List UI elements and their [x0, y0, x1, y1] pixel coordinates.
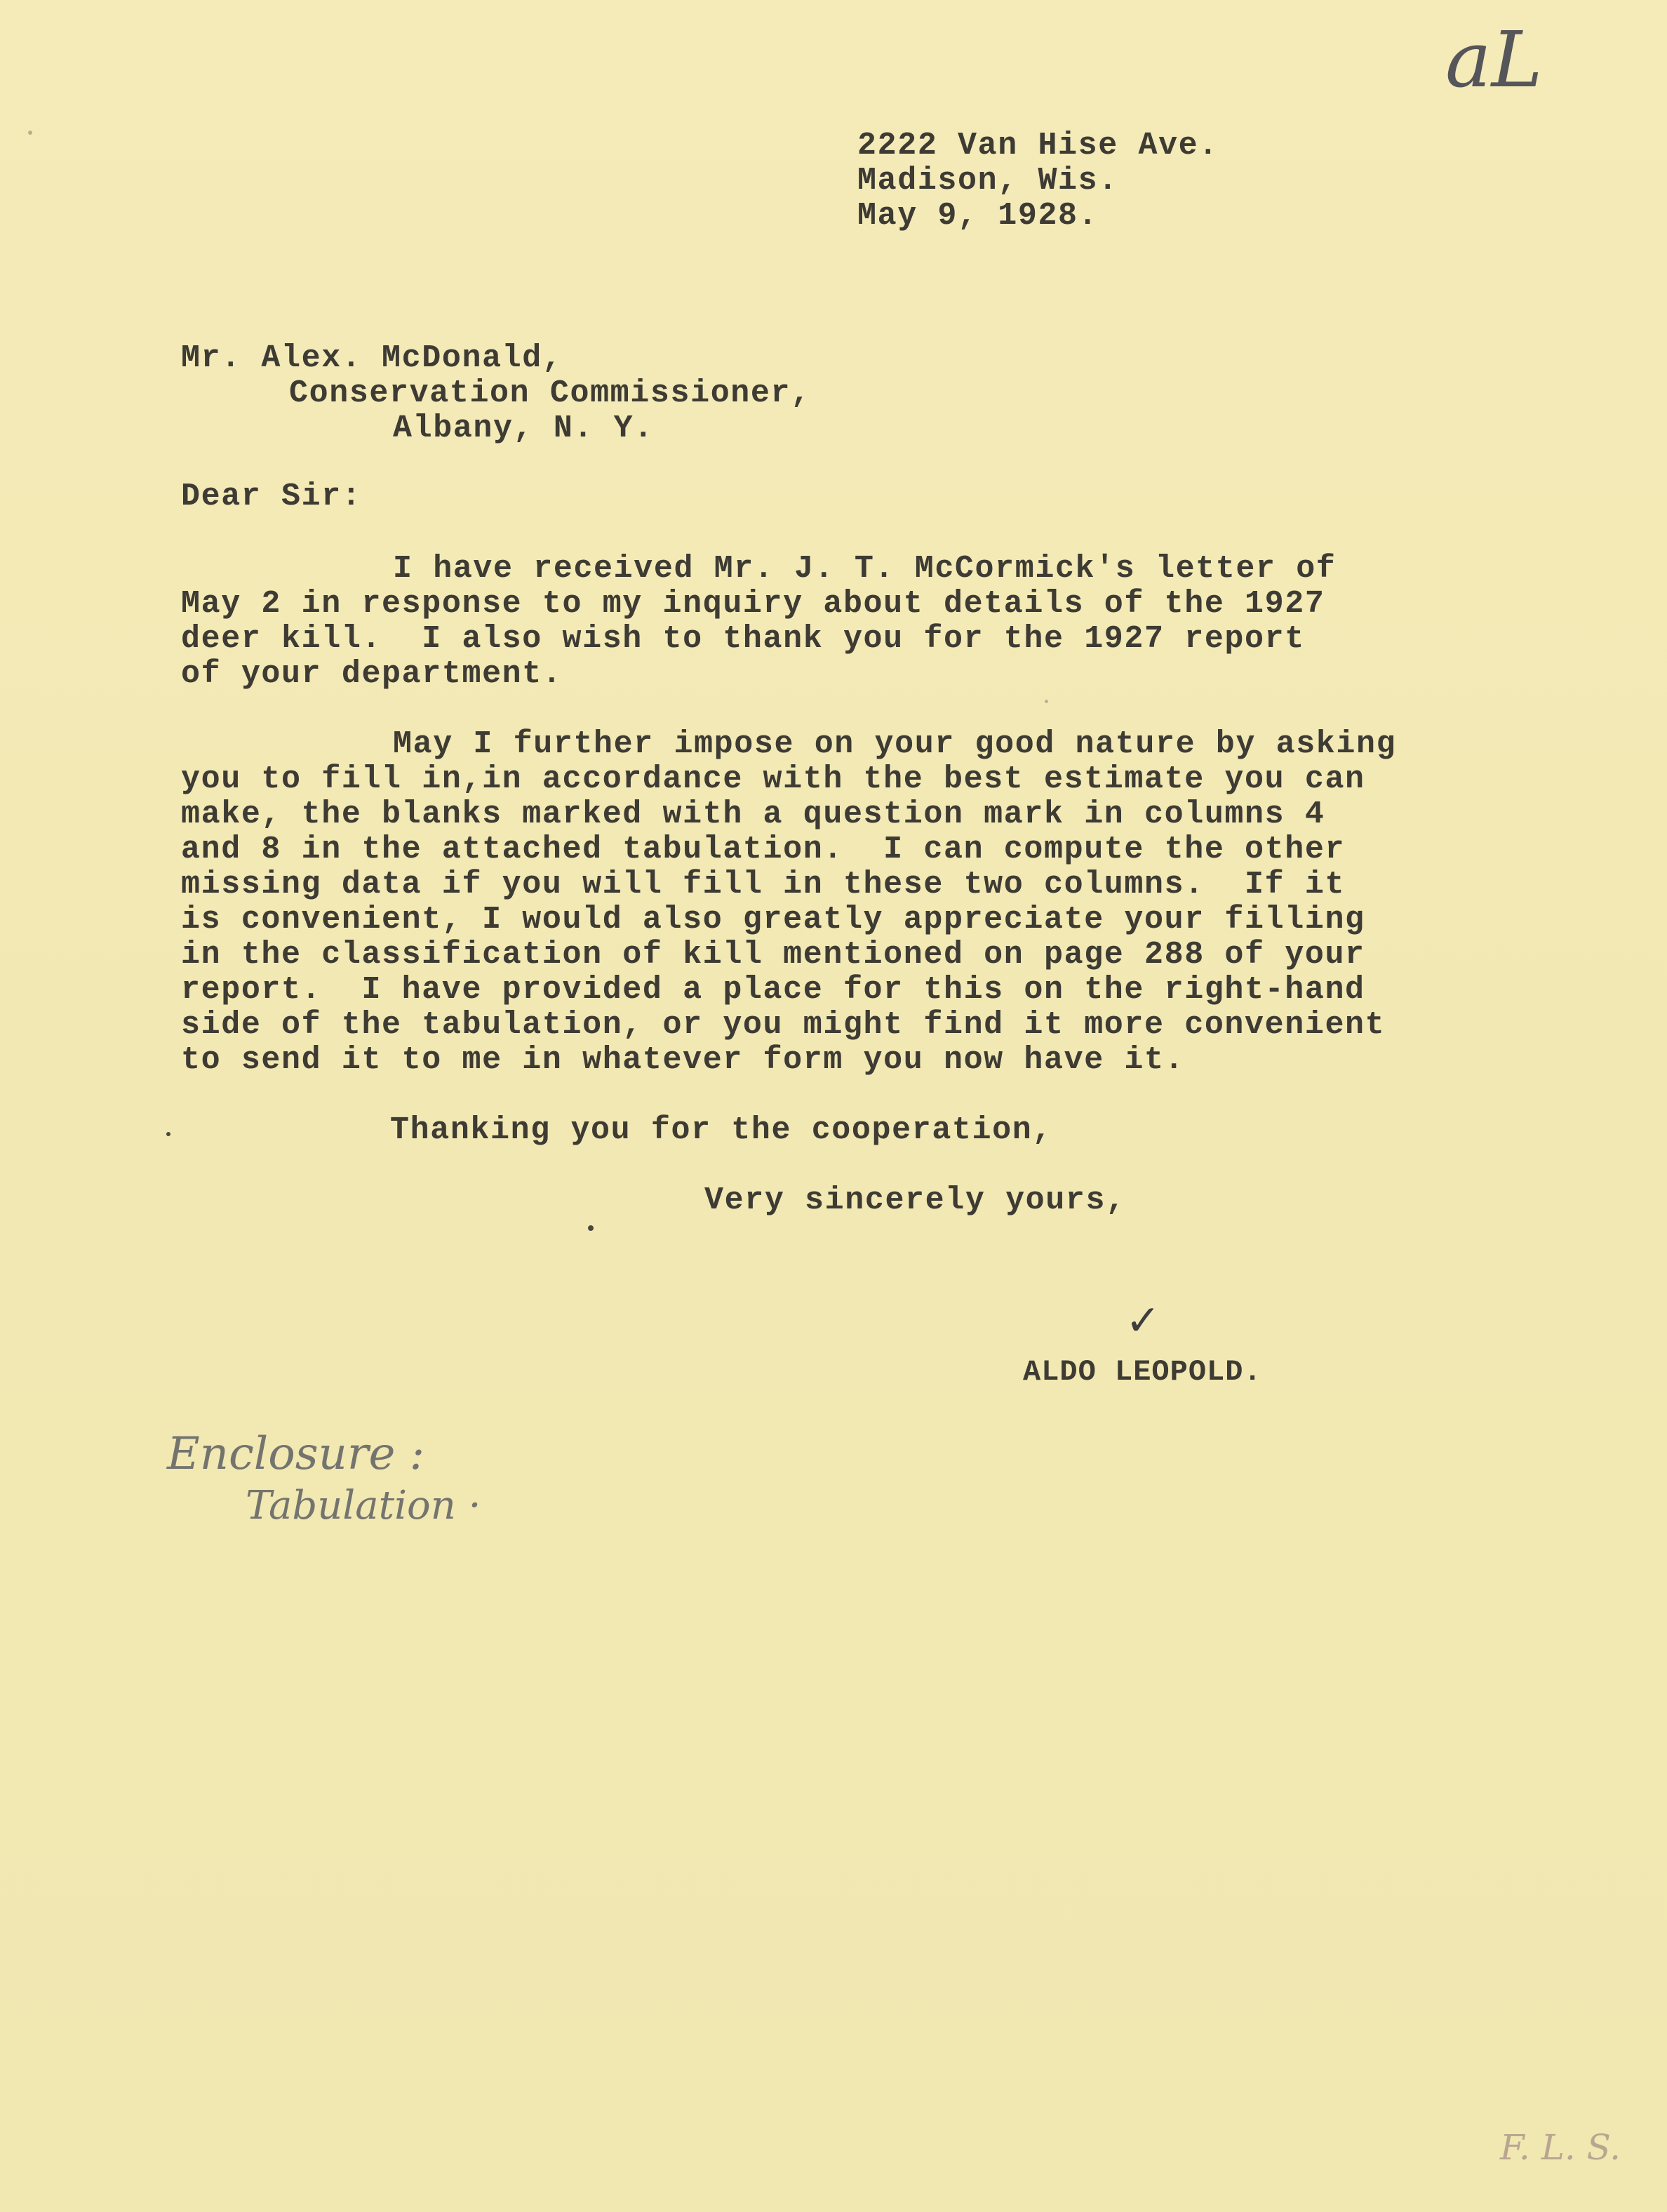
- paragraph-2-line: in the classification of kill mentioned on page 288 of your: [181, 937, 1365, 973]
- salutation: Dear Sir:: [181, 479, 362, 514]
- stray-mark: [28, 131, 32, 135]
- complimentary-close: Very sincerely yours,: [704, 1182, 1126, 1218]
- typed-signature-name: ALDO LEOPOLD.: [1023, 1355, 1262, 1389]
- paragraph-2-line: make, the blanks marked with a question mark in columns 4: [181, 797, 1325, 832]
- stray-mark: [166, 1132, 170, 1136]
- corner-initials: aL: [1445, 15, 1543, 105]
- enclosure-note-line-2: Tabulation ·: [246, 1483, 481, 1528]
- paragraph-2-line: missing data if you will fill in these two columns. If it: [181, 867, 1346, 902]
- recipient-city: Albany, N. Y.: [393, 411, 654, 446]
- paragraph-1-line: I have received Mr. J. T. McCormick's letter of: [393, 551, 1337, 587]
- paragraph-2-line: report. I have provided a place for this on the right-hand: [181, 972, 1365, 1008]
- signature-check-mark: ✓: [1125, 1296, 1161, 1345]
- paragraph-2-line: and 8 in the attached tabulation. I can compute the other: [181, 832, 1346, 867]
- paragraph-2-line: is convenient, I would also greatly appreciate your filling: [181, 902, 1365, 938]
- paragraph-2-line: side of the tabulation, or you might find it more convenient: [181, 1007, 1386, 1043]
- stray-mark: [1045, 700, 1048, 703]
- enclosure-note-line-1: Enclosure :: [167, 1428, 425, 1480]
- stray-mark: [588, 1225, 594, 1231]
- paragraph-1-line: of your department.: [181, 656, 563, 692]
- paragraph-2-line: May I further impose on your good nature by asking: [393, 726, 1397, 762]
- closing-line: Thanking you for the cooperation,: [390, 1112, 1052, 1148]
- return-address-line-2: Madison, Wis.: [857, 163, 1118, 199]
- recipient-title: Conservation Commissioner,: [289, 375, 811, 411]
- paragraph-2-line: you to fill in,in accordance with the best estimate you can: [181, 761, 1365, 797]
- paragraph-1-line: May 2 in response to my inquiry about details of the 1927: [181, 586, 1325, 622]
- archive-initials: F. L. S.: [1500, 2127, 1621, 2168]
- paragraph-2-line: to send it to me in whatever form you now have it.: [181, 1042, 1185, 1078]
- recipient-name: Mr. Alex. McDonald,: [181, 340, 563, 376]
- letter-date: May 9, 1928.: [857, 198, 1099, 234]
- paragraph-1-line: deer kill. I also wish to thank you for the 1927 report: [181, 621, 1305, 657]
- return-address-line-1: 2222 Van Hise Ave.: [857, 128, 1219, 164]
